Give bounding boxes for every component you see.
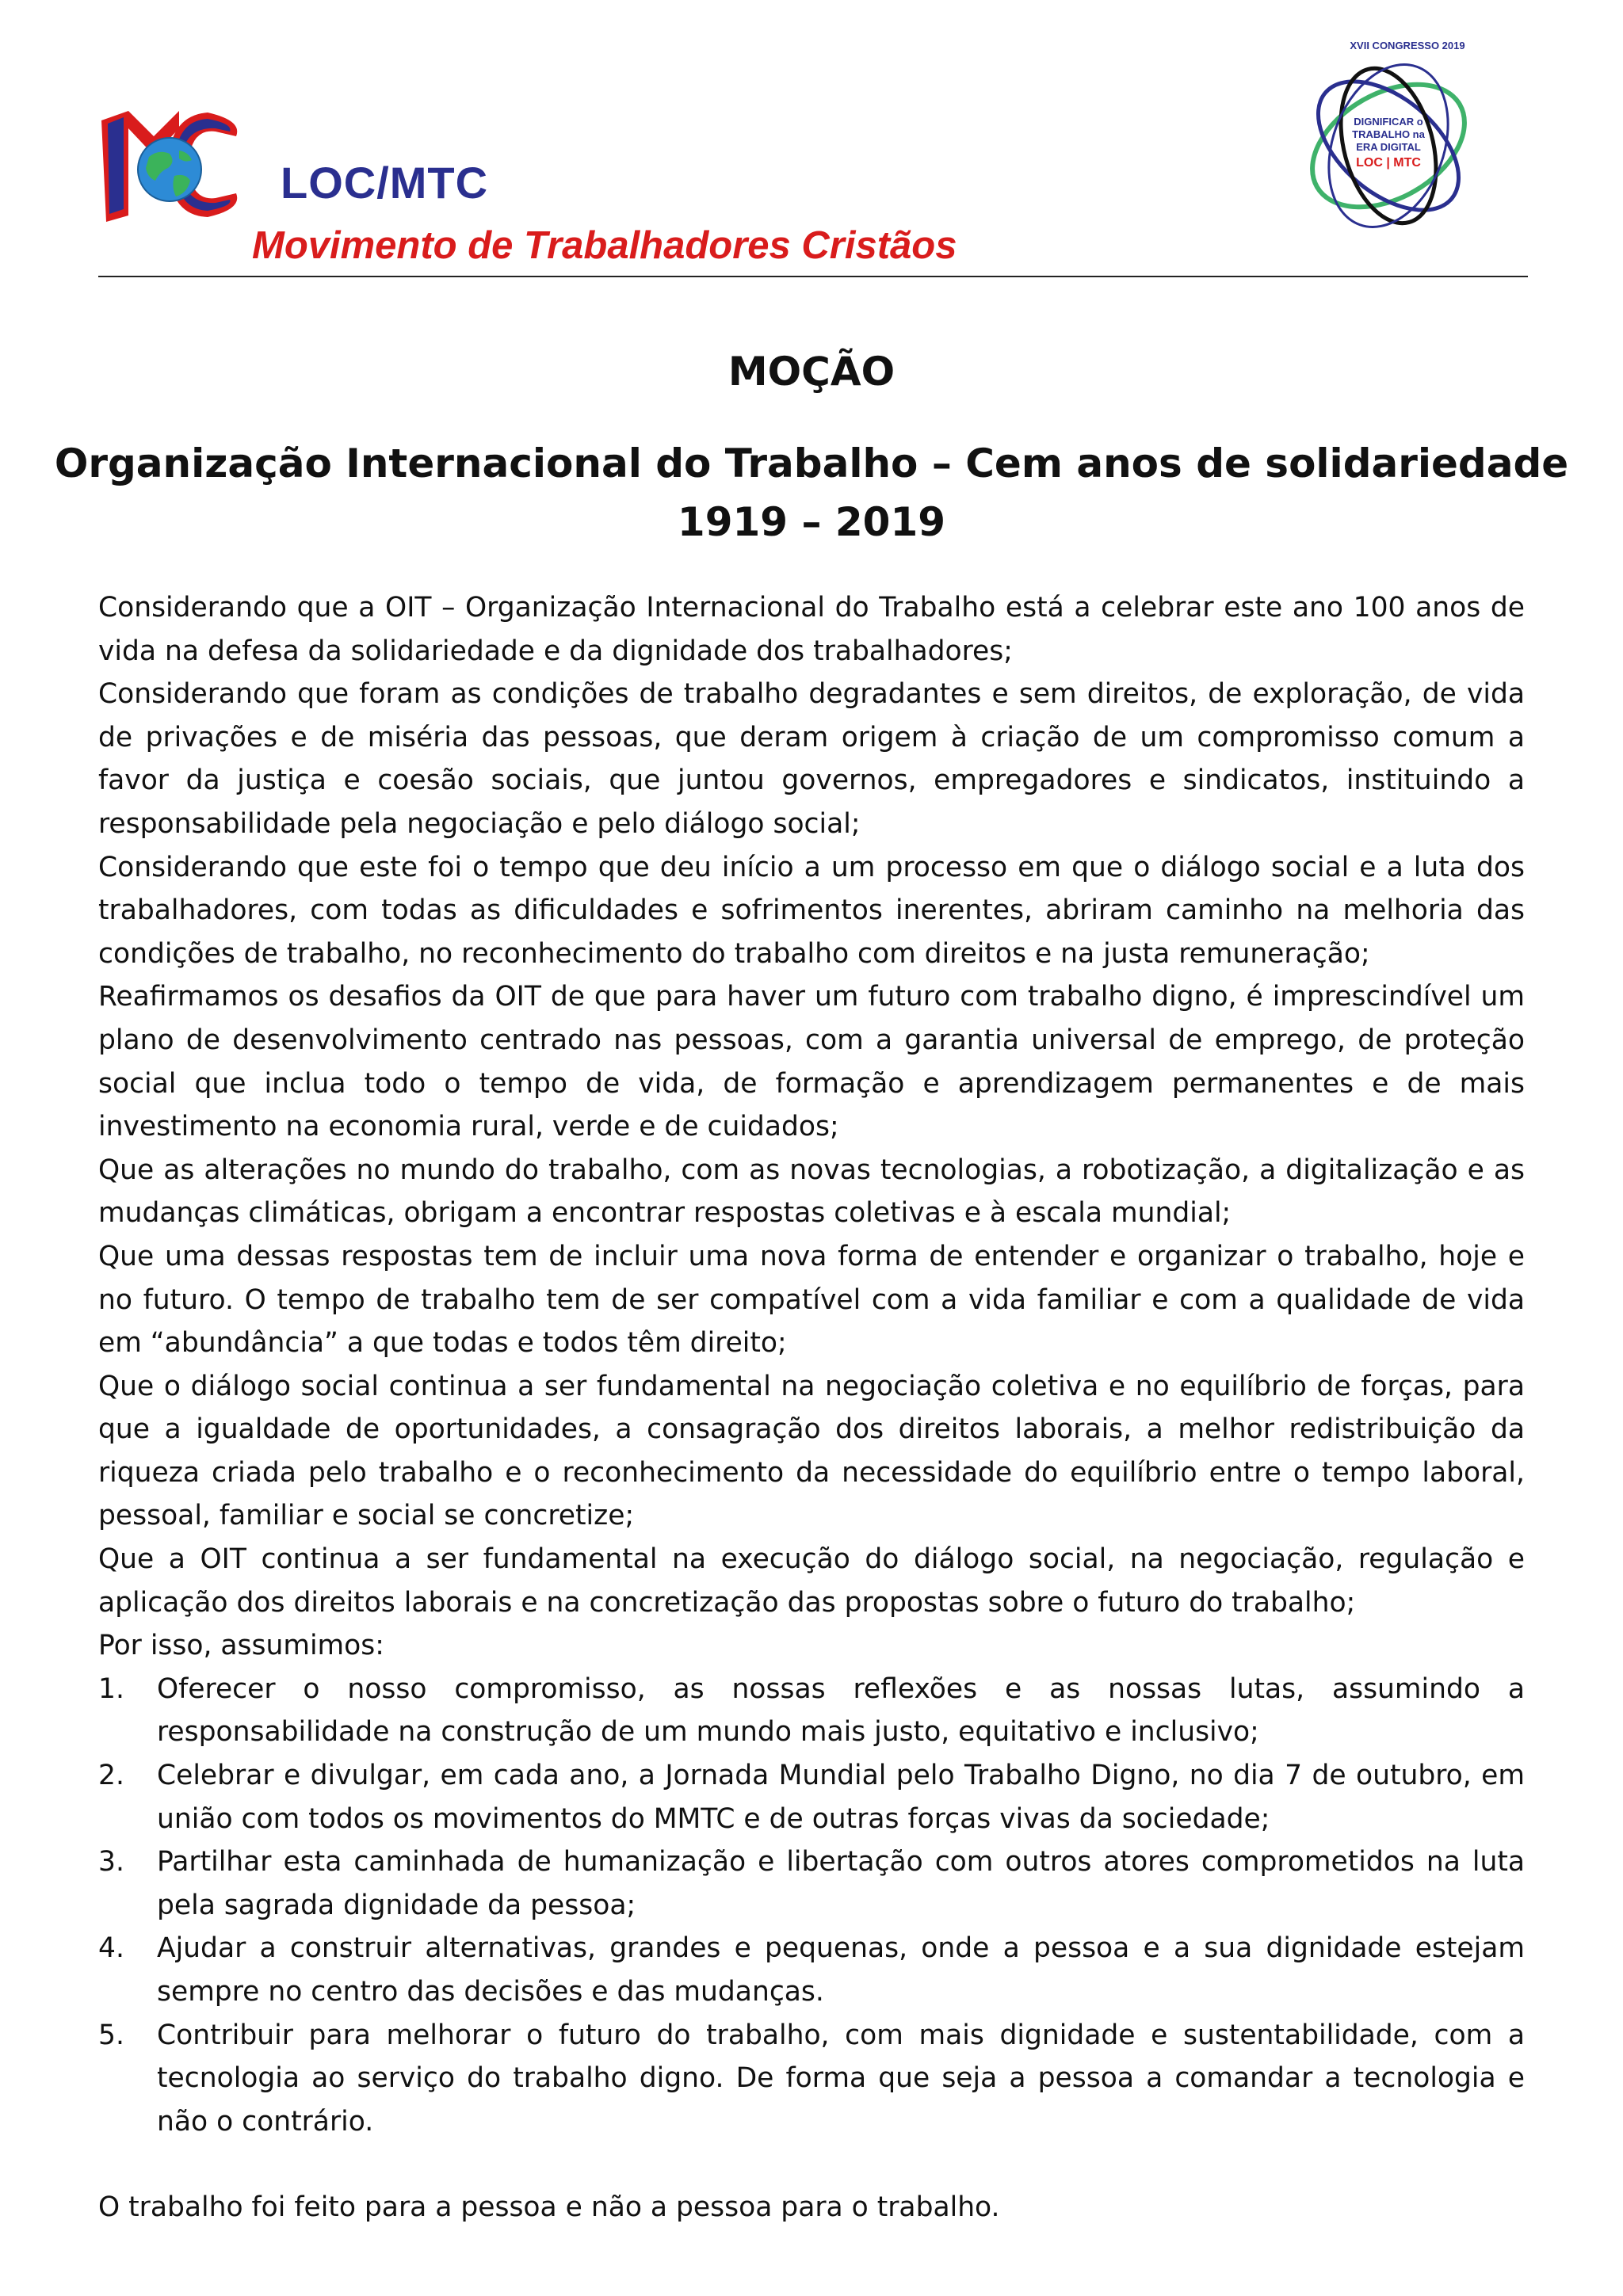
paragraph: Por isso, assumimos: — [98, 1630, 384, 1662]
doc-body — [98, 586, 1525, 2229]
congress-line-2: TRABALHO na — [1352, 128, 1425, 140]
list-item — [98, 1668, 1525, 1754]
paragraph: Que as alterações no mundo do trabalho, com as novas tecnologias, a robotização, a digitalização e as mudanças climáticas, obrigam a encontrar respostas coletivas e à escala mundial; — [98, 1154, 1525, 1230]
congress-logo-icon — [1300, 52, 1490, 235]
paragraph: Considerando que a OIT – Organização Internacional do Trabalho está a celebrar este ano 100 anos de vida na defesa da solidariedade e da dignidade dos trabalhadores; — [98, 592, 1525, 667]
doc-title: Organização Internacional do Trabalho – Cem anos de solidariedade — [54, 441, 1569, 486]
list-text: Ajudar a construir alternativas, grandes e pequenas, onde a pessoa e a sua dignidade estejam sempre no centro das decisões e das mudanças. — [157, 1932, 1525, 2008]
congress-line-3: ERA DIGITAL — [1356, 141, 1421, 153]
list-number: 5. — [98, 2019, 124, 2051]
list-number: 2. — [98, 1760, 124, 1792]
org-name: LOC/MTC — [281, 158, 489, 208]
closing-statement: O trabalho foi feito para a pessoa e não a pessoa para o trabalho. — [98, 2191, 1000, 2224]
congress-line-1: DIGNIFICAR o — [1354, 116, 1423, 128]
list-number: 1. — [98, 1672, 124, 1705]
commitments-list — [98, 1668, 1525, 2144]
list-text: Oferecer o nosso compromisso, as nossas reflexões e as nossas lutas, assumindo a responsabilidade na construção de um mundo mais justo, equitativo e inclusivo; — [157, 1672, 1525, 1749]
list-item — [98, 2014, 1525, 2144]
doc-title-years: 1919 – 2019 — [677, 499, 946, 545]
list-item — [98, 1840, 1525, 1927]
list-item — [98, 1927, 1525, 2013]
list-item — [98, 1754, 1525, 1840]
doc-heading: MOÇÃO — [727, 349, 896, 395]
list-number: 4. — [98, 1932, 124, 1965]
list-text: Partilhar esta caminhada de humanização e libertação com outros atores comprometidos na luta pela sagrada dignidade da pessoa; — [157, 1846, 1525, 1921]
header-divider — [98, 276, 1528, 277]
paragraph: Considerando que este foi o tempo que deu início a um processo em que o diálogo social e a luta dos trabalhadores, com todas as dificuldades e sofrimentos inerentes, abriram caminho na melhoria das condições de trabalho, no reconhecimento do trabalho com direitos e na justa remuneração; — [98, 851, 1525, 970]
list-text: Contribuir para melhorar o futuro do trabalho, com mais dignidade e sustentabilidade, com a tecnologia ao serviço do trabalho digno. De forma que seja a pessoa a comandar a tecnologia e não o contrário. — [157, 2019, 1525, 2138]
congress-line-4: LOC | MTC — [1356, 156, 1421, 170]
org-subtitle: Movimento de Trabalhadores Cristãos — [252, 224, 957, 267]
list-number: 3. — [98, 1846, 124, 1878]
paragraph: Reafirmamos os desafios da OIT de que para haver um futuro com trabalho digno, é imprescindível um plano de desenvolvimento centrado nas pessoas, com a garantia universal de emprego, de proteção social que inclua todo o tempo de vida, de formação e aprendizagem permanentes e de mais investimento na economia rural, verde e de cuidados; — [98, 981, 1525, 1143]
mtc-globe-logo-icon — [97, 105, 242, 225]
list-text: Celebrar e divulgar, em cada ano, a Jornada Mundial pelo Trabalho Digno, no dia 7 de outubro, em união com todos os movimentos do MMTC e de outras forças vivas da sociedade; — [157, 1760, 1525, 1835]
paragraph: Que o diálogo social continua a ser fundamental na negociação coletiva e no equilíbrio de forças, para que a igualdade de oportunidades, a consagração dos direitos laborais, a melhor redistribuição da riqueza criada pelo trabalho e o reconhecimento da necessidade do equilíbrio entre o tempo laboral, pessoal, familiar e social se concretize; — [98, 1370, 1525, 1532]
paragraph: Que a OIT continua a ser fundamental na execução do diálogo social, na negociação, regulação e aplicação dos direitos laborais e na concretização das propostas sobre o futuro do trabalho; — [98, 1543, 1525, 1619]
congress-caption: XVII CONGRESSO 2019 — [1350, 40, 1465, 51]
paragraph: Que uma dessas respostas tem de incluir uma nova forma de entender e organizar o trabalho, hoje e no futuro. O tempo de trabalho tem de ser compatível com a vida familiar e com a qualidade de vida em “abundância” a que todas e todos têm direito; — [98, 1240, 1525, 1360]
paragraph: Considerando que foram as condições de trabalho degradantes e sem direitos, de exploração, de vida de privações e de miséria das pessoas, que deram origem à criação de um compromisso comum a favor da justiça e coesão sociais, que juntou governos, empregadores e sindicatos, instituindo a responsabilidade pela negociação e pelo diálogo social; — [98, 678, 1525, 840]
